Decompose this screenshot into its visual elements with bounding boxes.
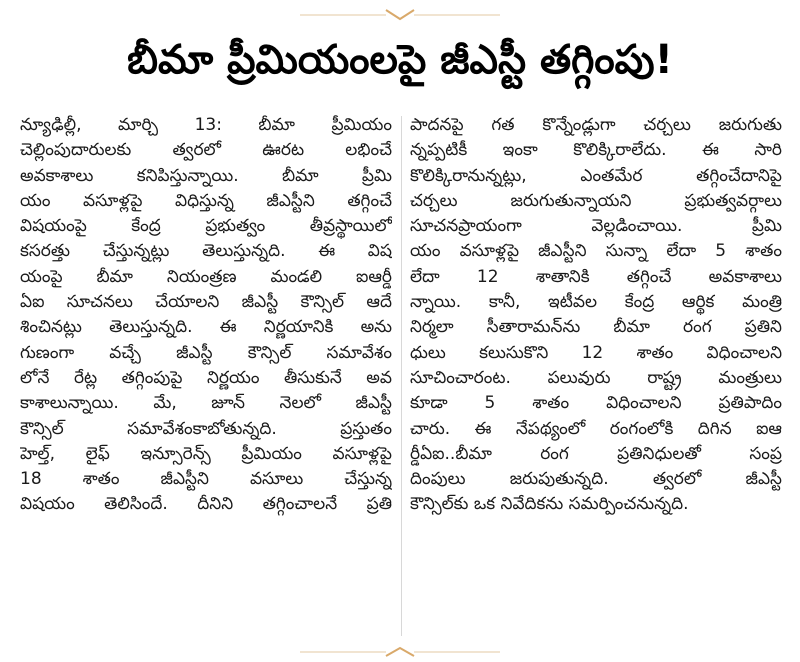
bottom-ornament [300, 646, 500, 658]
left-line: యంపై బీమా నియంత్రణ మండలి ఐఆర్డీ [20, 266, 392, 287]
right-line: దింపులు జరుపుతున్నది. త్వరలో జీఎస్టీ [410, 469, 782, 490]
right-line: చర్చలు జరుగుతున్నాయని ప్రభుత్వవర్గాలు [410, 190, 782, 211]
right-line: సూచించారంట. పలువురు రాష్ట్ర మంత్రులు [410, 367, 782, 388]
article-right-column [410, 113, 782, 518]
left-line: విషయంపై కేంద్ర ప్రభుత్వం తీవ్రస్థాయిలో [20, 216, 392, 237]
left-line: కౌన్సిల్ సమావేశంకాబోతున్నది. ప్రస్తుతం [20, 418, 392, 439]
top-ornament [300, 8, 500, 22]
right-line: కూడా 5 శాతం విధించాలని ప్రతిపాదిం [410, 393, 782, 414]
article-left-column [20, 113, 392, 518]
right-line: సూచనప్రాయంగా వెల్లడించాయి. ప్రీమి [410, 216, 782, 237]
right-line: కౌన్సిల్‌కు ఒక నివేదికను సమర్పించనున్నది. [410, 494, 689, 515]
right-line: లేదా 12 శాతానికి తగ్గించే అవకాశాలు [410, 266, 782, 287]
right-line: ర్డీఏఐ..బీమా రంగ ప్రతినిధులతో సంప్ర [410, 443, 782, 464]
right-line: న్నప్పటికీ ఇంకా కొలిక్కిరాలేదు. ఈ సారి [410, 140, 782, 161]
column-divider [401, 116, 402, 636]
right-line: చారు. ఈ నేపథ్యంలో రంగంలోకి దిగిన ఐఆ [410, 418, 782, 439]
right-line: కొలిక్కిరానున్నట్లు, ఎంతమేర తగ్గించేదానిపై [410, 165, 782, 186]
left-line: అవకాశాలు కనిపిస్తున్నాయి. బీమా ప్రీమి [20, 165, 392, 186]
left-line: చెల్లింపుదారులకు త్వరలో ఊరట లభించే [20, 140, 392, 161]
left-line: లోనే రేట్ల తగ్గింపుపై నిర్ణయం తీసుకునే అవ [20, 367, 392, 388]
left-line: కాశాలున్నాయి. మే, జూన్ నెలలో జీఎస్టీ [20, 393, 392, 414]
article-headline: బీమా ప్రీమియంలపై జీఎస్టీ తగ్గింపు! [127, 37, 673, 83]
left-line: 18 శాతం జీఎస్టీని వసూలు చేస్తున్న [20, 469, 392, 490]
left-line: విషయం తెలిసిందే. దీనిని తగ్గించాలనే ప్రతి [20, 494, 392, 515]
left-line: ఏఐ సూచనలు చేయాలని జీఎస్టీ కౌన్సిల్ ఆదే [20, 292, 392, 313]
right-line: పాదనపై గత కొన్నేండ్లుగా చర్చలు జరుగుతు [410, 115, 782, 135]
left-line: కసరత్తు చేస్తున్నట్లు తెలుస్తున్నది. ఈ విష [20, 241, 392, 262]
left-line: శించినట్లు తెలుస్తున్నది. ఈ నిర్ణయానికి అను [20, 317, 392, 338]
right-line: న్నాయి. కానీ, ఇటీవల కేంద్ర ఆర్థిక మంత్రి [410, 292, 782, 313]
right-line: యం వసూళ్లపై జీఎస్టీని సున్నా లేదా 5 శాతం [410, 241, 782, 262]
left-line: హెల్త్, లైఫ్ ఇన్సూరెన్స్ ప్రీమియం వసూళ్లపై [20, 443, 392, 464]
left-line: గుణంగా వచ్చే జీఎస్టీ కౌన్సిల్ సమావేశం [20, 342, 392, 363]
right-line: నిర్మలా సీతారామన్‌ను బీమా రంగ ప్రతిని [410, 317, 782, 338]
right-line: ధులు కలుసుకొని 12 శాతం విధించాలని [410, 342, 782, 363]
left-line: న్యూఢిల్లీ, మార్చి 13: బీమా ప్రీమియం [20, 115, 392, 135]
left-line: యం వసూళ్లపై విధిస్తున్న జీఎస్టీని తగ్గించే [20, 190, 392, 211]
